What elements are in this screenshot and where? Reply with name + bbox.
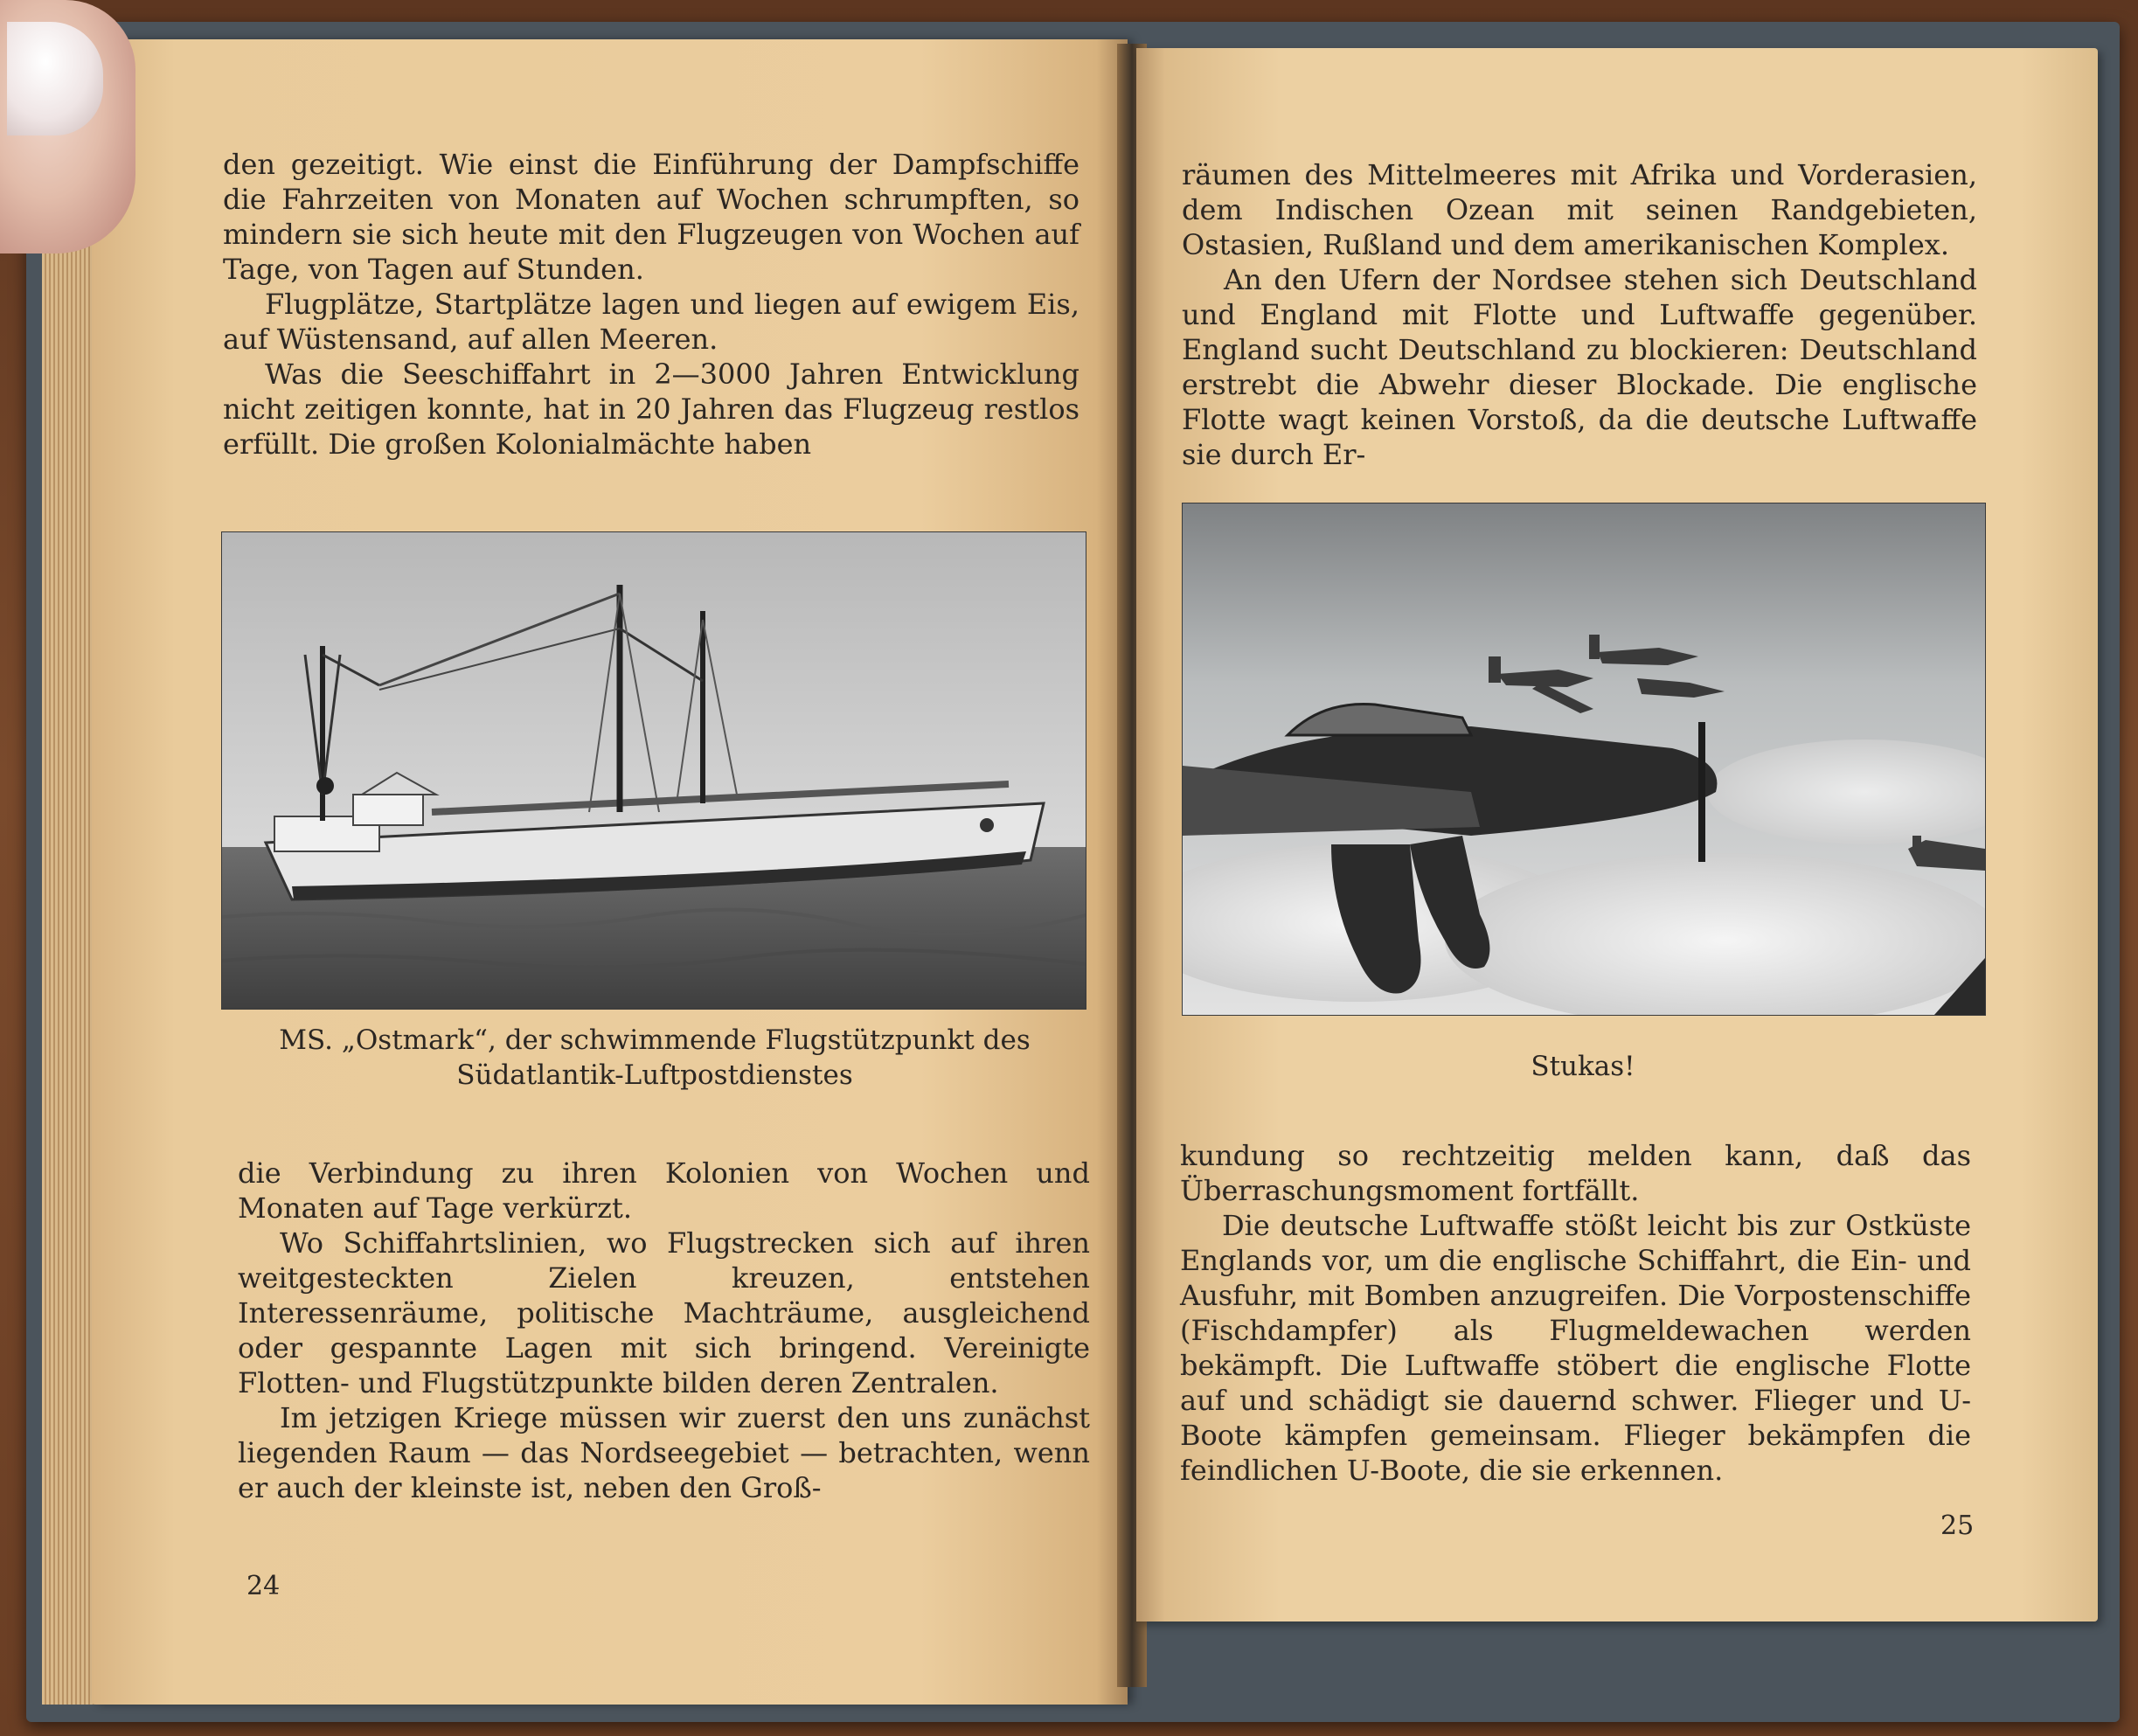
paragraph: Im jetzigen Kriege müssen wir zuerst den uns zunächst liegenden Raum — das Nordseegebiet — betrachten, wenn er auch der kleinste ist, neben den Groß- <box>238 1401 1090 1504</box>
left-page-text-top <box>223 147 1079 462</box>
paragraph: An den Ufern der Nordsee stehen sich Deutschland und England mit Flotte und Luftwaffe gegenüber. England sucht Deutschland zu blockieren: Deutschland erstrebt die Abwehr dieser Blockade. Die englische Flotte wagt keinen Vorstoß, da die deutsche Luftwaffe sie durch Er- <box>1182 263 1977 471</box>
page-number-right: 25 <box>1940 1510 1975 1541</box>
ship-photo-caption <box>223 1023 1086 1093</box>
paragraph: die Verbindung zu ihren Kolonien von Wochen und Monaten auf Tage verkürzt. <box>238 1156 1090 1225</box>
ship-illustration <box>222 532 1086 1009</box>
aircraft-illustration <box>1183 503 1985 1015</box>
paragraph: den gezeitigt. Wie einst die Einführung der Dampfschiffe die Fahrzeiten von Monaten auf Wochen schrumpften, so mindern sie sich heute mit den Flugzeugen von Wochen auf Tage, von Tagen auf Stunden. <box>223 148 1079 286</box>
paragraph: Wo Schiffahrtslinien, wo Flugstrecken sich auf ihren weitgesteckten Zielen kreuzen, entstehen Interessenräume, politische Machträume, ausgleichend oder gespannte Lagen mit sich bringend. Vereinigte Flotten- und Flugstützpunkte bilden deren Zentralen. <box>238 1226 1090 1399</box>
paragraph: räumen des Mittelmeeres mit Afrika und Vorderasien, dem Indischen Ozean mit seinen Randgebieten, Ostasien, Rußland und dem amerikanischen Komplex. <box>1182 158 1977 261</box>
left-page-text-bottom <box>238 1156 1090 1505</box>
right-page-text-bottom <box>1180 1138 1971 1488</box>
thumb <box>0 0 135 253</box>
caption-line: MS. „Ostmark“, der schwimmende Flugstützpunkt des <box>279 1024 1031 1056</box>
paragraph: Die deutsche Luftwaffe stößt leicht bis zur Ostküste Englands vor, um die englische Schiffahrt, die Ein- und Ausfuhr, mit Bomben anzugreifen. Die Vorpostenschiffe (Fischdampfer) als Flugmeldewachen werden bekämpft. Die Luftwaffe stöbert die englische Flotte auf und schädigt sie dauernd schwer. Flieger und U-Boote kämpfen gemeinsam. Flieger bekämpfen die feindlichen U-Boote, die sie erkennen. <box>1180 1209 1971 1487</box>
caption-line: Südatlantik-Luftpostdienstes <box>456 1059 853 1091</box>
thumbnail-nail <box>7 22 103 135</box>
page-number-left: 24 <box>246 1571 281 1601</box>
stukas-photo <box>1182 503 1986 1016</box>
ship-photo <box>221 531 1086 1010</box>
right-page-text-top <box>1182 157 1977 472</box>
page-edges <box>42 227 94 1705</box>
stukas-photo-caption: Stukas! <box>1531 1051 1635 1082</box>
paragraph: Flugplätze, Startplätze lagen und liegen auf ewigem Eis, auf Wüstensand, auf allen Meeren. <box>223 288 1079 356</box>
paragraph: Was die Seeschiffahrt in 2—3000 Jahren Entwicklung nicht zeitigen konnte, hat in 20 Jahren das Flugzeug restlos erfüllt. Die großen Kolonialmächte haben <box>223 358 1079 461</box>
paragraph: kundung so rechtzeitig melden kann, daß das Überraschungsmoment fortfällt. <box>1180 1139 1971 1207</box>
